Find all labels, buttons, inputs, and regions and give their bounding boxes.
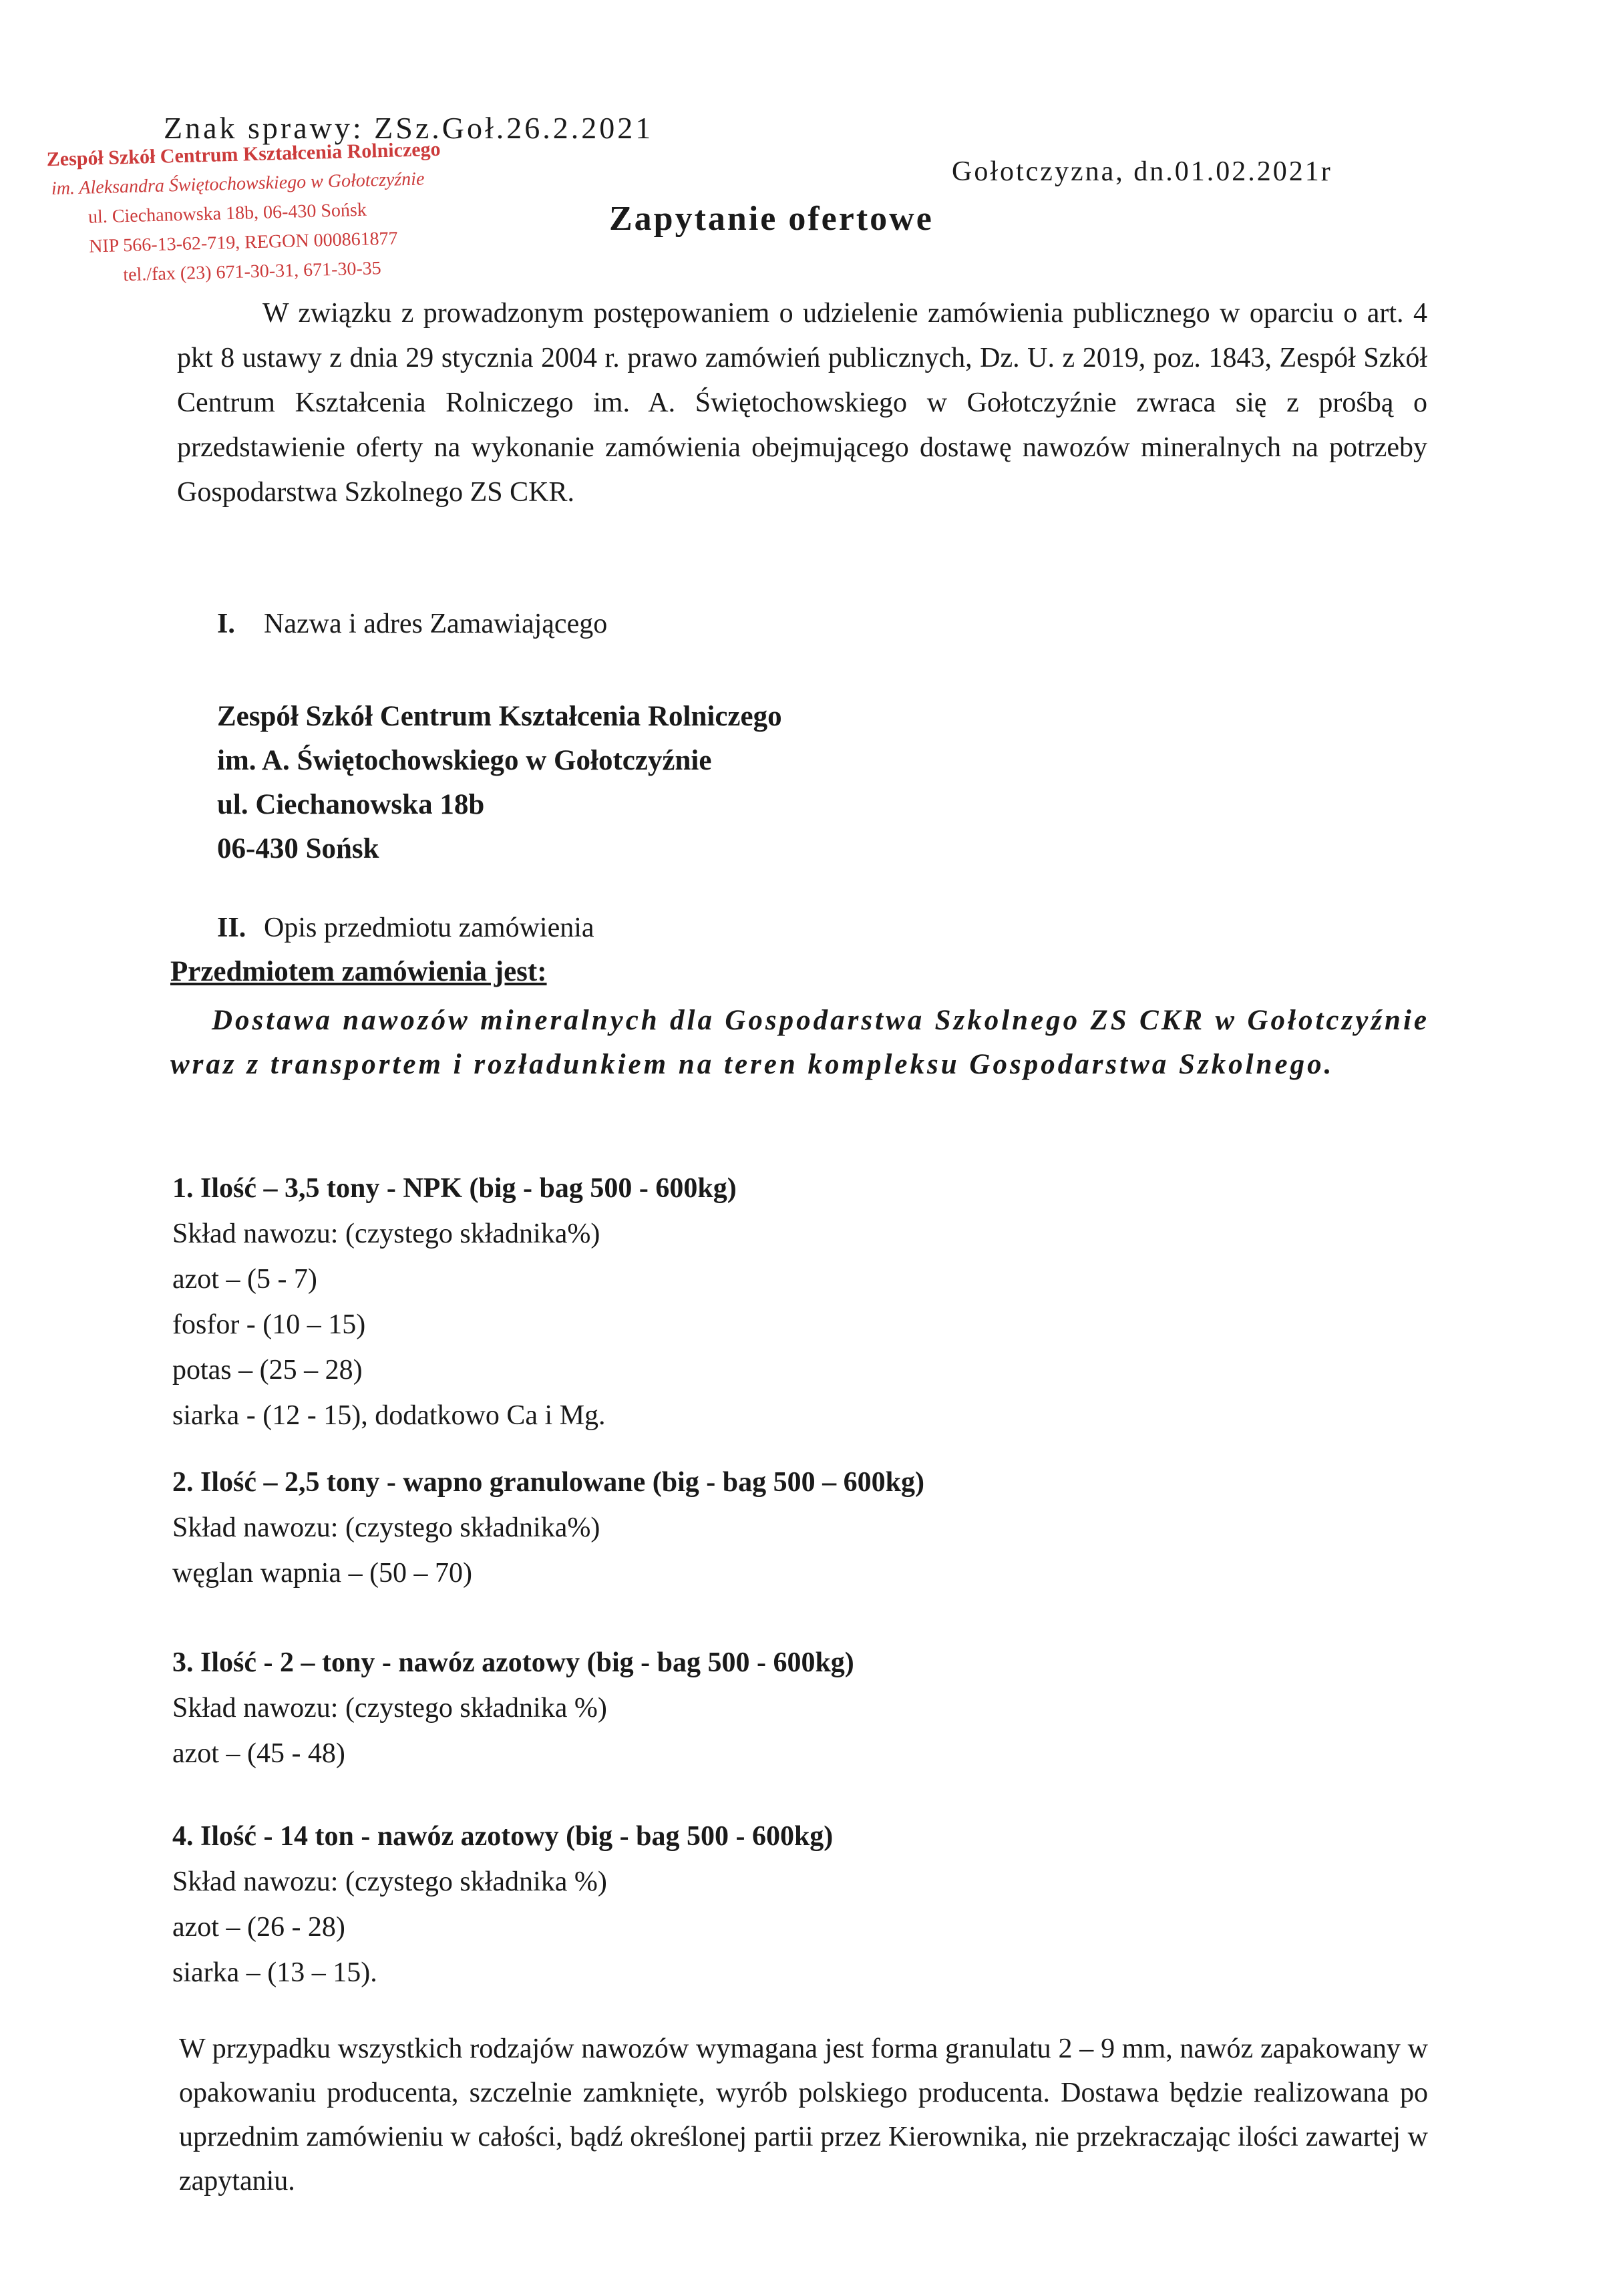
stamp-line: im. Aleksandra Świętochowskiego w Gołotczyźnie xyxy=(51,168,425,200)
section-2-heading xyxy=(217,912,594,944)
list-item xyxy=(172,1166,737,1438)
closing-paragraph: W przypadku wszystkich rodzajów nawozów wymagana jest forma granulatu 2 – 9 mm, nawóz zapakowany w opakowaniu producenta, szczelnie zamknięte, wyrób polskiego producenta. Dostawa będzie realizowana po uprzednim zamówieniu w całości, bądź określonej partii przez Kierownika, nie przekraczając ilości zawartej w zapytaniu. xyxy=(179,2033,1428,2196)
item-line: Skład nawozu: (czystego składnika %) xyxy=(172,1866,607,1897)
section-title: Nazwa i adres Zamawiającego xyxy=(264,609,608,639)
item-line: fosfor - (10 – 15) xyxy=(172,1309,366,1340)
item-line: azot – (26 - 28) xyxy=(172,1912,345,1943)
subject-description: Dostawa nawozów mineralnych dla Gospodarstwa Szkolnego ZS CKR w Gołotczyźnie wraz z transportem i rozładunkiem na teren kompleksu Gospodarstwa Szkolnego. xyxy=(170,1005,1429,1080)
item-line: siarka - (12 - 15), dodatkowo Ca i Mg. xyxy=(172,1400,606,1431)
stamp-line: Zespół Szkół Centrum Kształcenia Rolniczego xyxy=(46,138,441,171)
stamp-line: NIP 566-13-62-719, REGON 000861877 xyxy=(88,228,398,257)
section-number: I. xyxy=(217,609,235,639)
section-number: II. xyxy=(217,913,246,943)
item-heading: 3. Ilość - 2 – tony - nawóz azotowy (big - bag 500 - 600kg) xyxy=(172,1647,854,1678)
item-heading: 1. Ilość – 3,5 tony - NPK (big - bag 500 - 600kg) xyxy=(172,1173,737,1204)
item-line: azot – (5 - 7) xyxy=(172,1264,317,1295)
item-heading: 4. Ilość - 14 ton - nawóz azotowy (big - bag 500 - 600kg) xyxy=(172,1821,834,1852)
subject-label: Przedmiotem zamówienia jest: xyxy=(170,956,547,987)
stamp-line: ul. Ciechanowska 18b, 06-430 Sońsk xyxy=(87,199,367,228)
section-title: Opis przedmiotu zamówienia xyxy=(264,913,594,943)
section-1-heading xyxy=(217,608,607,640)
place-and-date: Gołotczyzna, dn.01.02.2021r xyxy=(952,156,1332,187)
item-line: węglan wapnia – (50 – 70) xyxy=(172,1558,473,1589)
school-stamp xyxy=(46,133,518,292)
contracting-authority-address xyxy=(217,695,782,871)
address-line: 06-430 Sońsk xyxy=(217,833,379,864)
list-item xyxy=(172,1814,833,1995)
item-line: potas – (25 – 28) xyxy=(172,1355,363,1385)
address-line: im. A. Świętochowskiego w Gołotczyźnie xyxy=(217,745,712,776)
document-title: Zapytanie ofertowe xyxy=(609,200,934,238)
item-line: Skład nawozu: (czystego składnika %) xyxy=(172,1693,607,1724)
address-line: ul. Ciechanowska 18b xyxy=(217,789,485,820)
address-line: Zespół Szkół Centrum Kształcenia Rolniczego xyxy=(217,701,782,732)
case-number: Znak sprawy: ZSz.Goł.26.2.2021 xyxy=(164,111,654,145)
stamp-line: tel./fax (23) 671-30-31, 671-30-35 xyxy=(122,258,382,286)
item-line: azot – (45 - 48) xyxy=(172,1738,345,1769)
list-item xyxy=(172,1460,924,1596)
item-line: Skład nawozu: (czystego składnika%) xyxy=(172,1512,600,1543)
item-heading: 2. Ilość – 2,5 tony - wapno granulowane (big - bag 500 – 600kg) xyxy=(172,1467,924,1498)
intro-paragraph: W związku z prowadzonym postępowaniem o udzielenie zamówienia publicznego w oparciu o art. 4 pkt 8 ustawy z dnia 29 stycznia 2004 r. prawo zamówień publicznych, Dz. U. z 2019, poz. 1843, Zespół Szkół Centrum Kształcenia Rolniczego im. A. Świętochowskiego w Gołotczyźnie zwraca się z prośbą o przedstawienie oferty na wykonanie zamówienia obejmującego dostawę nawozów mineralnych na potrzeby Gospodarstwa Szkolnego ZS CKR. xyxy=(177,298,1427,508)
item-line: Skład nawozu: (czystego składnika%) xyxy=(172,1218,600,1249)
item-line: siarka – (13 – 15). xyxy=(172,1957,377,1988)
list-item xyxy=(172,1640,854,1776)
